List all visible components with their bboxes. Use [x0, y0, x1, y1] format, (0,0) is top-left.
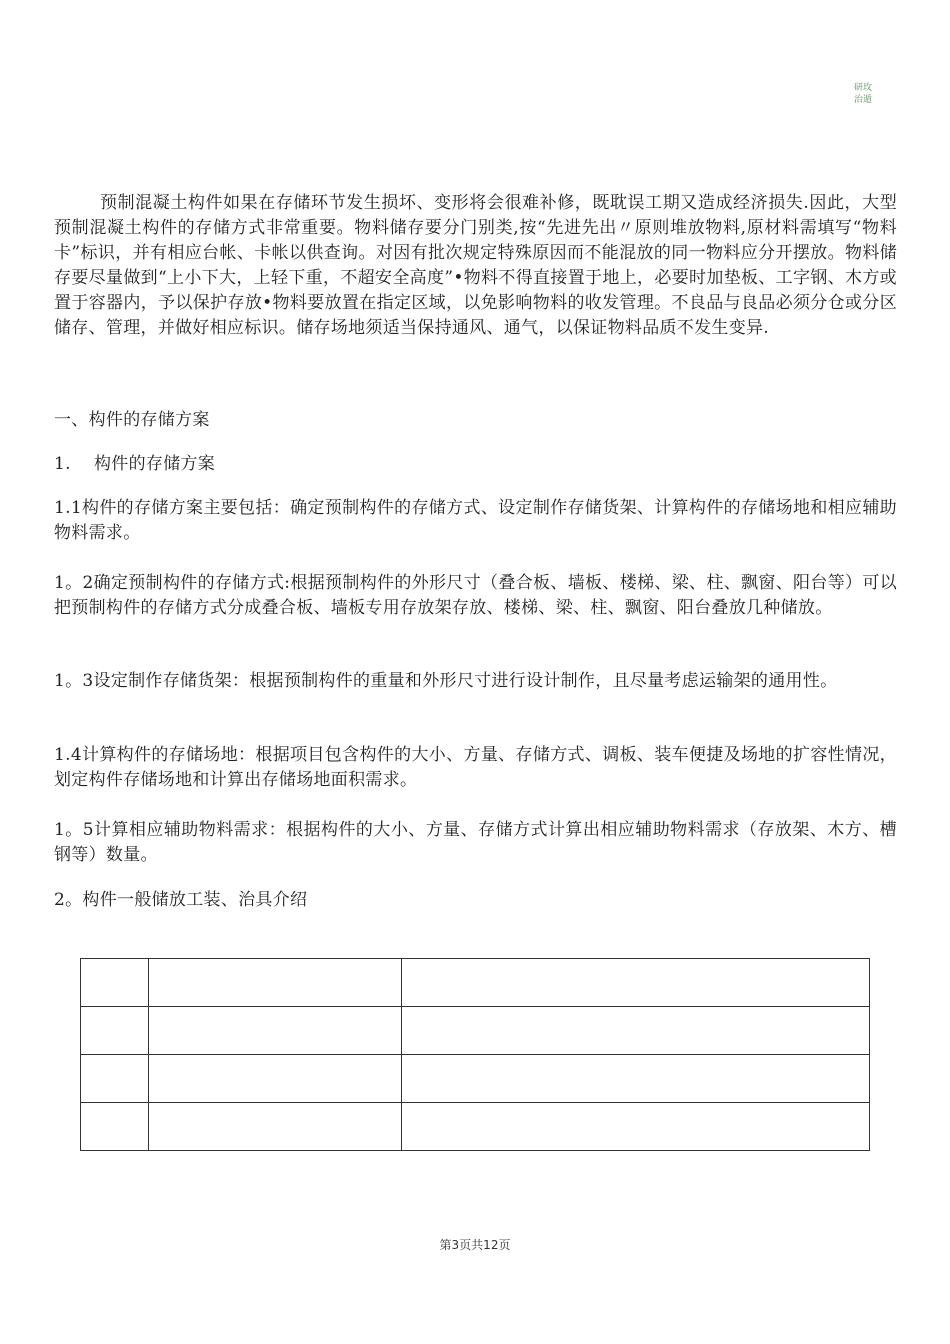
table-row	[81, 959, 870, 1007]
paragraph-1-2: 1。2确定预制构件的存储方式:根据预制构件的外形尺寸（叠合板、墙板、楼梯、梁、柱、飘窗、阳台等）可以把预制构件的存储方式分成叠合板、墙板专用存放架存放、楼梯、梁、柱、飘窗、阳台叠放几种储放。	[54, 573, 897, 618]
page-footer: 第3页共12页	[439, 1238, 511, 1252]
table-cell	[81, 959, 149, 1007]
table-cell	[149, 959, 402, 1007]
subsection-number: 1.	[54, 454, 71, 474]
table-row	[81, 1055, 870, 1103]
table-cell	[149, 1007, 402, 1055]
subsection-heading-2: 2。构件一般储放工装、治具介绍	[54, 890, 308, 910]
tooling-table	[80, 958, 870, 1151]
table-cell	[402, 1055, 870, 1103]
intro-paragraph: 预制混凝土构件如果在存储环节发生损坏、变形将会很难补修，既耽误工期又造成经济损失.因此，大型预制混凝土构件的存储方式非常重要。物料储存要分门别类,按“先进先出〃原则堆放物料,原材料需填写“物料卡”标识，并有相应台帐、卡帐以供查询。对因有批次规定特殊原因而不能混放的同一物料应分开摆放。物料储存要尽量做到“上小下大，上轻下重，不超安全高度”•物料不得直接置于地上，必要时加垫板、工字钢、木方或置于容器内，予以保护存放•物料要放置在指定区域，以免影响物料的收发管理。不良品与良品必须分仓或分区储存、管理，并做好相应标识。储存场地须适当保持通风、通气，以保证物料品质不发生变异.	[54, 193, 897, 338]
table-cell	[81, 1007, 149, 1055]
section-heading-1: 一、构件的存储方案	[54, 410, 210, 430]
table-cell	[402, 959, 870, 1007]
table-cell	[81, 1055, 149, 1103]
paragraph-1-4: 1.4计算构件的存储场地：根据项目包含构件的大小、方量、存储方式、调板、装车便捷及场地的扩容性情况，划定构件存储场地和计算出存储场地面积需求。	[54, 745, 897, 790]
subsection-heading-1	[54, 452, 215, 477]
table-cell	[149, 1103, 402, 1151]
paragraph-1-1: 1.1构件的存储方案主要包括：确定预制构件的存储方式、设定制作存储货架、计算构件的存储场地和相应辅助物料需求。	[54, 498, 897, 543]
table-cell	[81, 1103, 149, 1151]
stamp-line-2: 治遁	[853, 95, 872, 105]
table-row	[81, 1103, 870, 1151]
subsection-title: 构件的存储方案	[94, 454, 216, 474]
table-row	[81, 1007, 870, 1055]
paragraph-1-3: 1。3设定制作存储货架：根据预制构件的重量和外形尺寸进行设计制作，且尽量考虑运输架的通用性。	[54, 671, 838, 691]
corner-stamp	[848, 82, 878, 106]
paragraph-1-5: 1。5计算相应辅助物料需求：根据构件的大小、方量、存储方式计算出相应辅助物料需求（存放架、木方、槽钢等）数量。	[54, 820, 897, 865]
table-cell	[402, 1007, 870, 1055]
table-cell	[402, 1103, 870, 1151]
table-cell	[149, 1055, 402, 1103]
stamp-line-1: 研玫	[853, 83, 872, 93]
